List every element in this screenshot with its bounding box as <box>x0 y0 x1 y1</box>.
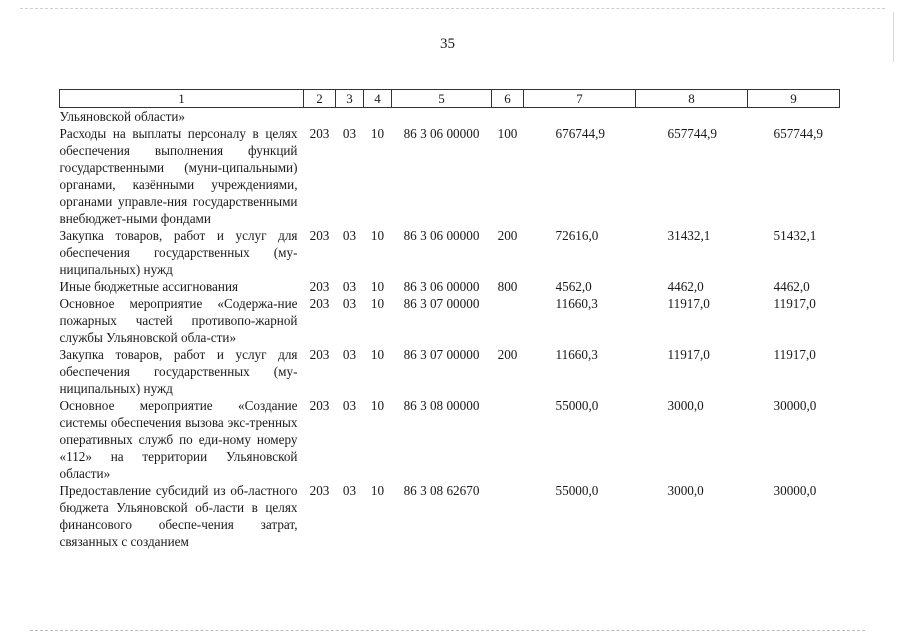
row-amount-7: 55000,0 <box>555 483 599 498</box>
column-header: 7 <box>524 90 636 108</box>
row-amount-9: 657744,9 <box>773 126 823 141</box>
row-code-5: 86 3 07 00000 <box>403 296 480 311</box>
row-code-3: 03 <box>342 398 357 413</box>
row-code-6: 100 <box>497 126 518 141</box>
row-code-4: 10 <box>370 126 385 141</box>
row-code-5: 86 3 08 00000 <box>403 398 480 413</box>
row-amount-7 <box>524 108 636 126</box>
page-number: 35 <box>440 36 455 52</box>
row-amount-9: 11917,0 <box>773 296 816 311</box>
table-header-row <box>60 90 840 108</box>
scan-edge-top <box>20 8 885 9</box>
budget-table <box>59 89 840 550</box>
row-amount-7: 4562,0 <box>555 279 592 294</box>
row-name: Закупка товаров, работ и услуг для обеспечения государственных (му-ниципальных) нужд <box>59 228 298 277</box>
table-row <box>60 482 840 550</box>
row-amount-7: 55000,0 <box>555 398 599 413</box>
column-header: 2 <box>304 90 336 108</box>
row-code-3: 03 <box>342 126 357 141</box>
column-header: 5 <box>392 90 492 108</box>
table-row <box>60 108 840 126</box>
row-code-6 <box>492 295 524 346</box>
row-code-3: 03 <box>342 279 357 294</box>
row-amount-9: 4462,0 <box>773 279 810 294</box>
row-amount-9: 30000,0 <box>773 398 817 413</box>
row-code-5: 86 3 08 62670 <box>403 483 480 498</box>
table-row <box>60 397 840 482</box>
row-amount-8 <box>636 108 748 126</box>
row-name: Расходы на выплаты персоналу в целях обеспечения выполнения функций государственными (муни-ципальными) органами, казёнными учреждениями, органами управле-ния государственными внебюджет-ными фондами <box>59 126 298 226</box>
row-code-6: 200 <box>497 347 518 362</box>
table-row <box>60 125 840 227</box>
row-code-2: 203 <box>309 126 330 141</box>
row-amount-9: 51432,1 <box>773 228 817 243</box>
row-code-5 <box>392 108 492 126</box>
row-amount-7: 11660,3 <box>555 347 598 362</box>
row-amount-9: 30000,0 <box>773 483 817 498</box>
row-amount-8: 11917,0 <box>667 296 710 311</box>
column-header: 4 <box>364 90 392 108</box>
row-code-2: 203 <box>309 398 330 413</box>
row-code-4: 10 <box>370 347 385 362</box>
table-row <box>60 346 840 397</box>
row-code-2: 203 <box>309 228 330 243</box>
row-code-5: 86 3 06 00000 <box>403 279 480 294</box>
column-header: 9 <box>748 90 840 108</box>
row-amount-7: 676744,9 <box>555 126 605 141</box>
column-header: 8 <box>636 90 748 108</box>
row-code-2: 203 <box>309 279 330 294</box>
column-header: 1 <box>60 90 304 108</box>
row-amount-8: 11917,0 <box>667 347 710 362</box>
row-code-6 <box>492 397 524 482</box>
row-code-4: 10 <box>370 483 385 498</box>
row-code-4: 10 <box>370 279 385 294</box>
table-row <box>60 227 840 278</box>
row-code-5: 86 3 06 00000 <box>403 228 480 243</box>
row-amount-9 <box>748 108 840 126</box>
row-name: Основное мероприятие «Содержа-ние пожарных частей противопо-жарной службы Ульяновской обла-сти» <box>59 296 298 345</box>
row-code-4 <box>364 108 392 126</box>
row-code-6 <box>492 108 524 126</box>
row-amount-8: 31432,1 <box>667 228 711 243</box>
row-code-3: 03 <box>342 296 357 311</box>
row-code-3: 03 <box>342 483 357 498</box>
row-code-6: 200 <box>497 228 518 243</box>
row-amount-9: 11917,0 <box>773 347 816 362</box>
row-name: Основное мероприятие «Создание системы обеспечения вызова экс-тренных оперативных служб по еди-ному номеру «112» на территории Ульяновской области» <box>59 398 298 481</box>
row-code-4: 10 <box>370 398 385 413</box>
row-amount-8: 3000,0 <box>667 398 704 413</box>
row-code-6 <box>492 482 524 550</box>
row-code-3 <box>336 108 364 126</box>
row-code-4: 10 <box>370 296 385 311</box>
row-name: Предоставление субсидий из об-ластного бюджета Ульяновской об-ласти в целях финансового обеспе-чения затрат, связанных с созданием <box>59 483 298 549</box>
row-amount-8: 657744,9 <box>667 126 717 141</box>
row-code-3: 03 <box>342 228 357 243</box>
row-name: Иные бюджетные ассигнования <box>59 279 239 294</box>
row-code-2: 203 <box>309 347 330 362</box>
table-row <box>60 278 840 295</box>
row-name: Закупка товаров, работ и услуг для обеспечения государственных (му-ниципальных) нужд <box>59 347 298 396</box>
row-code-5: 86 3 07 00000 <box>403 347 480 362</box>
row-name: Ульяновской области» <box>59 109 186 124</box>
row-code-5: 86 3 06 00000 <box>403 126 480 141</box>
scan-edge-bottom <box>30 630 865 631</box>
row-amount-7: 72616,0 <box>555 228 599 243</box>
row-code-2: 203 <box>309 483 330 498</box>
row-code-2 <box>304 108 336 126</box>
row-code-2: 203 <box>309 296 330 311</box>
row-amount-7: 11660,3 <box>555 296 598 311</box>
table-row <box>60 295 840 346</box>
column-header: 3 <box>336 90 364 108</box>
column-header: 6 <box>492 90 524 108</box>
row-code-3: 03 <box>342 347 357 362</box>
row-amount-8: 4462,0 <box>667 279 704 294</box>
row-amount-8: 3000,0 <box>667 483 704 498</box>
row-code-4: 10 <box>370 228 385 243</box>
row-code-6: 800 <box>497 279 518 294</box>
